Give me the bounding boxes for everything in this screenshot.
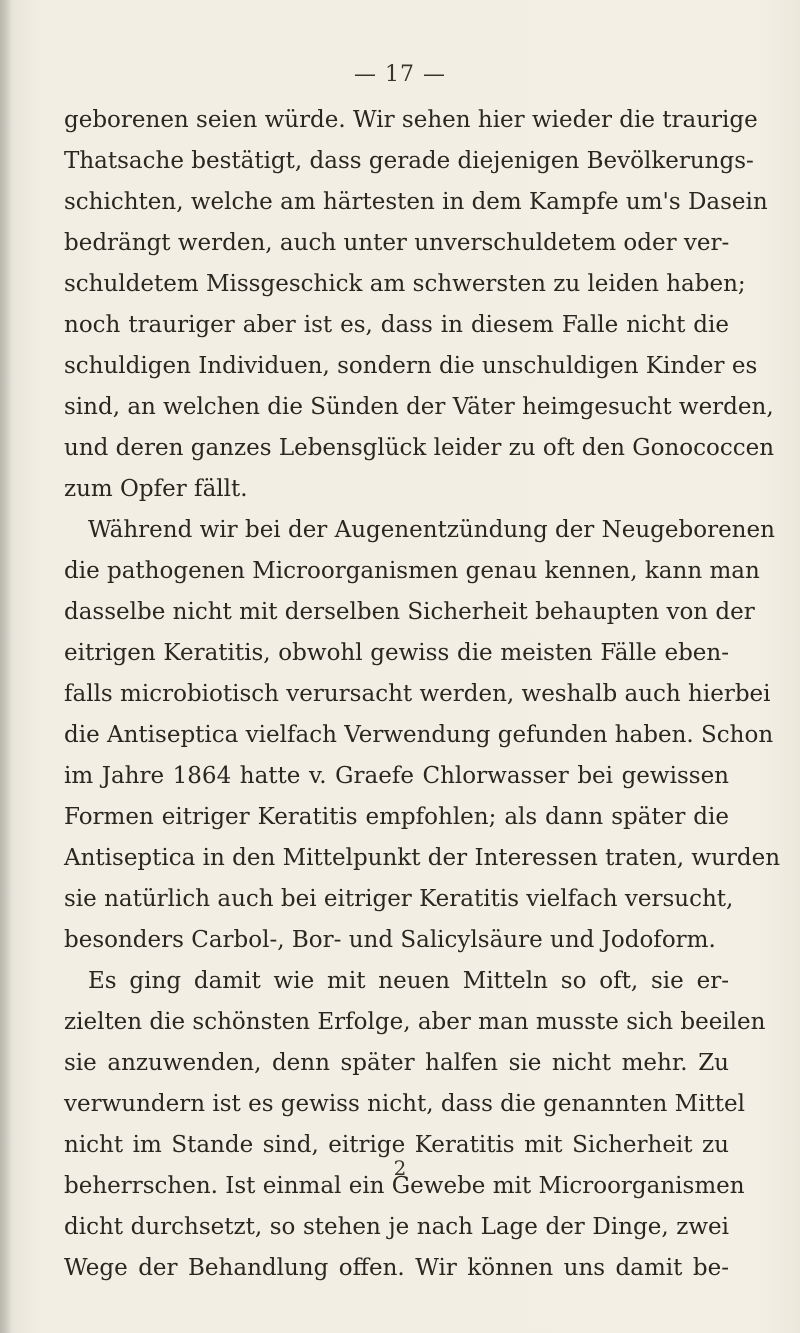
text-line: eitrigen Keratitis, obwohl gewiss die meisten Fälle eben- <box>64 640 729 666</box>
text-line: nicht im Stande sind, eitrige Keratitis mit Sicherheit zu <box>64 1132 729 1158</box>
text-line: beherrschen. Ist einmal ein Gewebe mit Microorganismen <box>64 1173 745 1199</box>
text-line: schichten, welche am härtesten in dem Kampfe um's Dasein <box>64 189 768 215</box>
text-line: sie anzuwenden, denn später halfen sie nicht mehr. Zu <box>64 1050 729 1076</box>
text-line: sind, an welchen die Sünden der Väter heimgesucht werden, <box>64 394 774 420</box>
text-line: Formen eitriger Keratitis empfohlen; als dann später die <box>64 804 729 830</box>
text-line: geborenen seien würde. Wir sehen hier wieder die traurige <box>64 107 758 133</box>
binding-shadow <box>0 0 12 1333</box>
text-line: und deren ganzes Lebensglück leider zu oft den Gonococcen <box>64 435 775 461</box>
signature-mark: 2 <box>393 1156 407 1180</box>
text-line: die Antiseptica vielfach Verwendung gefunden haben. Schon <box>64 722 774 748</box>
text-line: zum Opfer fällt. <box>64 476 248 502</box>
text-line: noch trauriger aber ist es, dass in diesem Falle nicht die <box>64 312 729 338</box>
text-line: Wege der Behandlung offen. Wir können uns damit be- <box>64 1255 729 1281</box>
text-line: falls microbiotisch verursacht werden, weshalb auch hierbei <box>64 681 771 707</box>
text-line: die pathogenen Microorganismen genau kennen, kann man <box>64 558 760 584</box>
text-line: verwundern ist es gewiss nicht, dass die genannten Mittel <box>64 1091 746 1117</box>
text-line: schuldigen Individuen, sondern die unschuldigen Kinder es <box>64 353 758 379</box>
text-line: Antiseptica in den Mittelpunkt der Interessen traten, wurden <box>64 845 781 871</box>
text-line: zielten die schönsten Erfolge, aber man musste sich beeilen <box>64 1009 766 1035</box>
body-text <box>64 100 781 1289</box>
text-line: besonders Carbol-, Bor- und Salicylsäure und Jodoform. <box>64 927 716 953</box>
text-line: schuldetem Missgeschick am schwersten zu leiden haben; <box>64 271 746 297</box>
text-line: dasselbe nicht mit derselben Sicherheit behaupten von der <box>64 599 755 625</box>
page-number-header: — 17 — <box>354 62 446 87</box>
text-line: Thatsache bestätigt, dass gerade diejenigen Bevölkerungs- <box>64 148 754 174</box>
text-line: Während wir bei der Augenentzündung der Neugeborenen <box>88 517 775 543</box>
text-line: Es ging damit wie mit neuen Mitteln so oft, sie er- <box>88 968 729 994</box>
text-line: dicht durchsetzt, so stehen je nach Lage der Dinge, zwei <box>64 1214 729 1240</box>
text-line: bedrängt werden, auch unter unverschuldetem oder ver- <box>64 230 730 256</box>
text-line: sie natürlich auch bei eitriger Keratitis vielfach versucht, <box>64 886 734 912</box>
text-line: im Jahre 1864 hatte v. Graefe Chlorwasser bei gewissen <box>64 763 729 789</box>
